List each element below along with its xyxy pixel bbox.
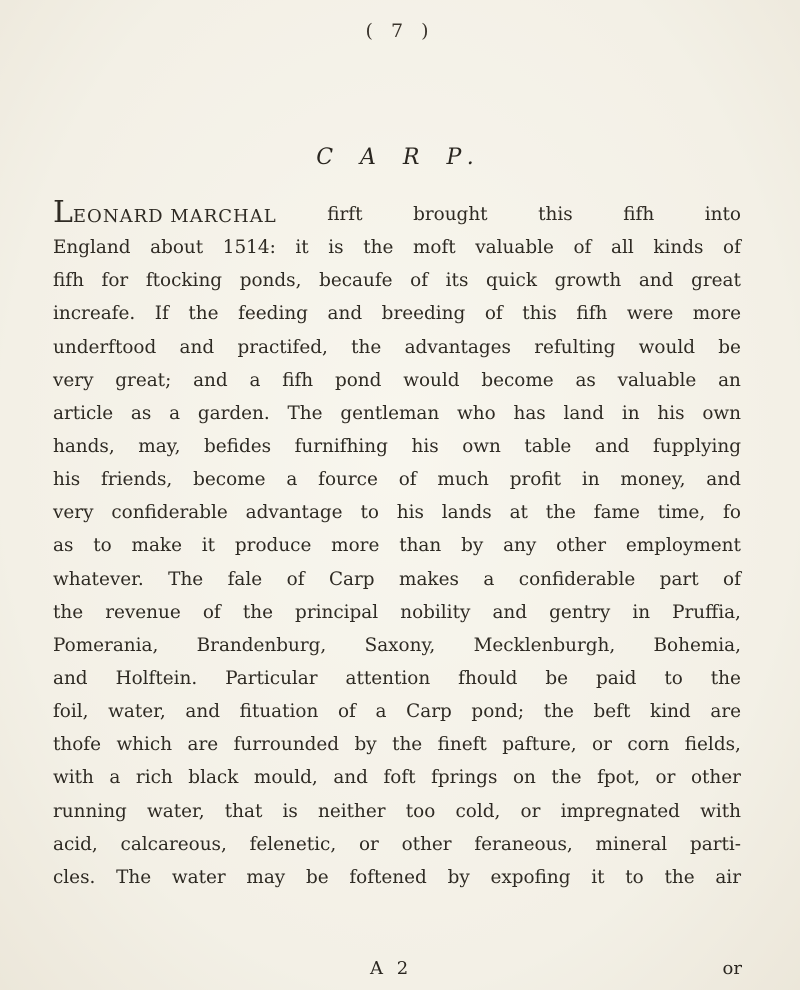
word: fields, xyxy=(684,734,741,756)
word: black xyxy=(188,767,239,789)
word: the xyxy=(664,866,695,888)
word: in xyxy=(632,601,651,623)
word: thofe xyxy=(53,734,101,756)
word: own xyxy=(702,402,741,424)
word: a xyxy=(286,469,298,491)
word: more xyxy=(692,303,741,325)
word: his xyxy=(53,469,81,491)
word: is xyxy=(282,800,298,822)
word: calcareous, xyxy=(120,833,227,855)
word: to xyxy=(360,502,379,524)
word: of xyxy=(337,701,356,723)
word: furrounded xyxy=(233,734,340,756)
word: Bohemia, xyxy=(653,634,741,656)
word: part xyxy=(659,568,699,590)
word: time, xyxy=(657,502,706,524)
word: be xyxy=(718,336,741,358)
word: The xyxy=(116,866,152,888)
text-line xyxy=(53,397,741,430)
word: be xyxy=(545,667,569,689)
word: The xyxy=(168,568,204,590)
chapter-title: C A R P. xyxy=(316,145,484,170)
word: are xyxy=(187,734,219,756)
word: cold, xyxy=(455,800,501,822)
word: with xyxy=(700,800,741,822)
word: If xyxy=(154,303,169,325)
word: mould, xyxy=(253,767,318,789)
word: feeding xyxy=(238,303,308,325)
word: or xyxy=(592,734,612,756)
word: fhould xyxy=(458,667,518,689)
word: at xyxy=(509,502,528,524)
word: that xyxy=(224,800,263,822)
word: the xyxy=(545,502,576,524)
word: any xyxy=(503,535,537,557)
word: has xyxy=(513,402,546,424)
word: it xyxy=(591,866,605,888)
word: fo xyxy=(723,502,741,524)
word: or xyxy=(358,833,379,855)
word: makes xyxy=(399,568,459,590)
text-line xyxy=(53,331,741,364)
word: breeding xyxy=(381,303,466,325)
word: fifh xyxy=(576,303,608,325)
word: the xyxy=(710,667,741,689)
word: to xyxy=(93,535,112,557)
word: profit xyxy=(509,469,561,491)
word: befides xyxy=(204,435,272,457)
word: and xyxy=(706,469,741,491)
word: cles. xyxy=(53,866,96,888)
word: is xyxy=(328,237,344,259)
text-line xyxy=(53,629,741,662)
word: become xyxy=(193,469,266,491)
word: this xyxy=(538,204,573,225)
opening-small-caps: EONARD MARCHAL xyxy=(72,206,277,227)
word: Saxony, xyxy=(364,634,436,656)
word: much xyxy=(437,469,489,491)
word: more xyxy=(331,535,380,557)
word: the xyxy=(392,734,423,756)
word: Pomerania, xyxy=(53,634,159,656)
word: gentry xyxy=(549,601,611,623)
word: other xyxy=(556,535,607,557)
word: who xyxy=(457,402,496,424)
word: a xyxy=(169,402,181,424)
word: fifh xyxy=(53,270,84,292)
word: the xyxy=(551,767,582,789)
word: and xyxy=(327,303,363,325)
word: great; xyxy=(115,369,172,391)
word: than xyxy=(399,535,442,557)
word: The xyxy=(287,402,323,424)
word: underftood xyxy=(53,336,157,358)
word: which xyxy=(116,734,173,756)
word: Carp xyxy=(328,568,375,590)
word: confiderable xyxy=(111,502,228,524)
word: corn xyxy=(627,734,670,756)
word: foil, xyxy=(53,701,89,723)
text-line xyxy=(53,463,741,496)
word: Holftein. xyxy=(115,667,198,689)
text-line xyxy=(53,364,741,397)
word: and xyxy=(492,601,528,623)
word: to xyxy=(664,667,683,689)
word: own xyxy=(462,435,501,457)
word: for xyxy=(101,270,129,292)
word: ponds, xyxy=(239,270,302,292)
word: 1514: xyxy=(222,237,276,259)
word: other xyxy=(401,833,452,855)
word: pond xyxy=(334,369,382,391)
word: by xyxy=(447,866,470,888)
word: Particular xyxy=(225,667,318,689)
word: in xyxy=(621,402,640,424)
word: of xyxy=(398,469,417,491)
word: other xyxy=(690,767,741,789)
word: great xyxy=(691,270,741,292)
word: practifed, xyxy=(237,336,328,358)
word: advantages xyxy=(404,336,511,358)
word: brought xyxy=(413,204,488,225)
word: Mecklenburgh, xyxy=(473,634,616,656)
word: attention xyxy=(345,667,431,689)
word: by xyxy=(461,535,484,557)
word: whatever. xyxy=(53,568,144,590)
word: valuable xyxy=(475,237,554,259)
word: principal xyxy=(295,601,379,623)
word: very xyxy=(53,369,94,391)
word: of xyxy=(723,568,741,590)
word: his xyxy=(396,502,424,524)
word: may, xyxy=(138,435,181,457)
word: would xyxy=(638,336,695,358)
text-line xyxy=(53,728,741,761)
word: it xyxy=(201,535,216,557)
word: kinds xyxy=(653,237,704,259)
word: land xyxy=(563,402,605,424)
word: as xyxy=(575,369,596,391)
word: money, xyxy=(620,469,686,491)
word: or xyxy=(655,767,676,789)
word: as xyxy=(53,535,74,557)
word: Pruffia, xyxy=(672,601,741,623)
word: his xyxy=(411,435,439,457)
word: with xyxy=(53,767,94,789)
word: of xyxy=(573,237,592,259)
word: the xyxy=(188,303,219,325)
text-line xyxy=(53,795,741,828)
word: rich xyxy=(135,767,173,789)
word: firft xyxy=(327,204,363,225)
word: a xyxy=(249,369,261,391)
word: become xyxy=(481,369,554,391)
text-line xyxy=(53,695,741,728)
word: valuable xyxy=(617,369,697,391)
word: confiderable xyxy=(518,568,636,590)
word: acid, xyxy=(53,833,98,855)
word: furnifhing xyxy=(294,435,388,457)
word: of xyxy=(202,601,221,623)
word: be xyxy=(305,866,329,888)
opening-words xyxy=(53,195,277,231)
word: pond; xyxy=(471,701,525,723)
word: the xyxy=(543,701,574,723)
text-line xyxy=(53,231,741,264)
word: about xyxy=(150,237,204,259)
word: expofing xyxy=(490,866,571,888)
word: very xyxy=(53,502,94,524)
text-line xyxy=(53,861,741,894)
word: kind xyxy=(650,701,691,723)
word: fineft xyxy=(437,734,487,756)
word: revenue xyxy=(105,601,181,623)
text-line xyxy=(53,662,741,695)
word: a xyxy=(375,701,387,723)
word: increafe. xyxy=(53,303,136,325)
word: of xyxy=(410,270,429,292)
word: water xyxy=(171,866,226,888)
word: and xyxy=(193,369,228,391)
text-line xyxy=(53,529,741,562)
word: all xyxy=(610,237,634,259)
word: and xyxy=(638,270,674,292)
word: gentleman xyxy=(340,402,440,424)
word: friends, xyxy=(101,469,173,491)
word: nobility xyxy=(400,601,471,623)
text-line xyxy=(53,761,741,794)
word: ftocking xyxy=(145,270,223,292)
word: a xyxy=(483,568,495,590)
word: and xyxy=(179,336,215,358)
word: feraneous, xyxy=(474,833,573,855)
word: are xyxy=(710,701,741,723)
word: and xyxy=(333,767,368,789)
word: felenetic, xyxy=(249,833,337,855)
word: and xyxy=(594,435,630,457)
page-number: ( 7 ) xyxy=(365,20,435,42)
word: into xyxy=(704,204,741,225)
word: would xyxy=(403,369,460,391)
word: pafture, xyxy=(502,734,577,756)
word: becaufe xyxy=(319,270,393,292)
word: by xyxy=(354,734,377,756)
word: too xyxy=(405,800,436,822)
word: garden. xyxy=(197,402,270,424)
word: hands, xyxy=(53,435,115,457)
word: a xyxy=(109,767,121,789)
word: or xyxy=(520,800,541,822)
word: impregnated xyxy=(560,800,680,822)
word: of xyxy=(286,568,305,590)
text-line xyxy=(53,297,741,330)
word: it xyxy=(295,237,309,259)
word: this xyxy=(522,303,557,325)
word: an xyxy=(718,369,741,391)
word: fame xyxy=(593,502,640,524)
catchword: or xyxy=(722,958,742,979)
text-line xyxy=(53,828,741,861)
text-line xyxy=(53,596,741,629)
word: parti- xyxy=(689,833,741,855)
word: growth xyxy=(554,270,622,292)
word: the xyxy=(351,336,382,358)
word: were xyxy=(626,303,674,325)
word: fource xyxy=(318,469,378,491)
word: fale xyxy=(227,568,263,590)
drop-capital: L xyxy=(53,195,73,230)
word: fituation xyxy=(239,701,319,723)
word: article xyxy=(53,402,114,424)
word: moft xyxy=(412,237,456,259)
word: of xyxy=(484,303,503,325)
word: foft xyxy=(383,767,416,789)
word: fifh xyxy=(623,204,655,225)
word: may xyxy=(246,866,286,888)
text-line xyxy=(53,496,741,529)
word: fifh xyxy=(282,369,314,391)
word: his xyxy=(657,402,685,424)
text-line xyxy=(53,195,741,231)
word: produce xyxy=(234,535,312,557)
body-text xyxy=(53,195,741,894)
word: the xyxy=(53,601,84,623)
word: neither xyxy=(318,800,386,822)
word: advantage xyxy=(245,502,343,524)
word: the xyxy=(363,237,394,259)
word: make xyxy=(131,535,182,557)
word: to xyxy=(625,866,644,888)
word: fupplying xyxy=(653,435,741,457)
word: and xyxy=(53,667,88,689)
word: employment xyxy=(625,535,741,557)
word: its xyxy=(445,270,469,292)
word: and xyxy=(185,701,221,723)
word: water, xyxy=(147,800,205,822)
word: fpot, xyxy=(597,767,640,789)
word: mineral xyxy=(595,833,668,855)
signature-mark: A 2 xyxy=(370,958,413,979)
word: foftened xyxy=(349,866,427,888)
word: paid xyxy=(595,667,637,689)
word: water, xyxy=(108,701,166,723)
word: of xyxy=(723,237,741,259)
page-footer xyxy=(0,958,800,988)
word: as xyxy=(130,402,152,424)
word: quick xyxy=(486,270,537,292)
word: the xyxy=(242,601,273,623)
word: lands xyxy=(441,502,492,524)
text-line xyxy=(53,563,741,596)
word: refulting xyxy=(534,336,616,358)
word: air xyxy=(715,866,741,888)
text-line xyxy=(53,430,741,463)
word: beft xyxy=(593,701,631,723)
word: Brandenburg, xyxy=(196,634,327,656)
word: table xyxy=(524,435,572,457)
text-line xyxy=(53,264,741,297)
word: on xyxy=(512,767,536,789)
word: Carp xyxy=(406,701,452,723)
word: running xyxy=(53,800,127,822)
word: England xyxy=(53,237,131,259)
word: fprings xyxy=(431,767,498,789)
word: in xyxy=(581,469,600,491)
